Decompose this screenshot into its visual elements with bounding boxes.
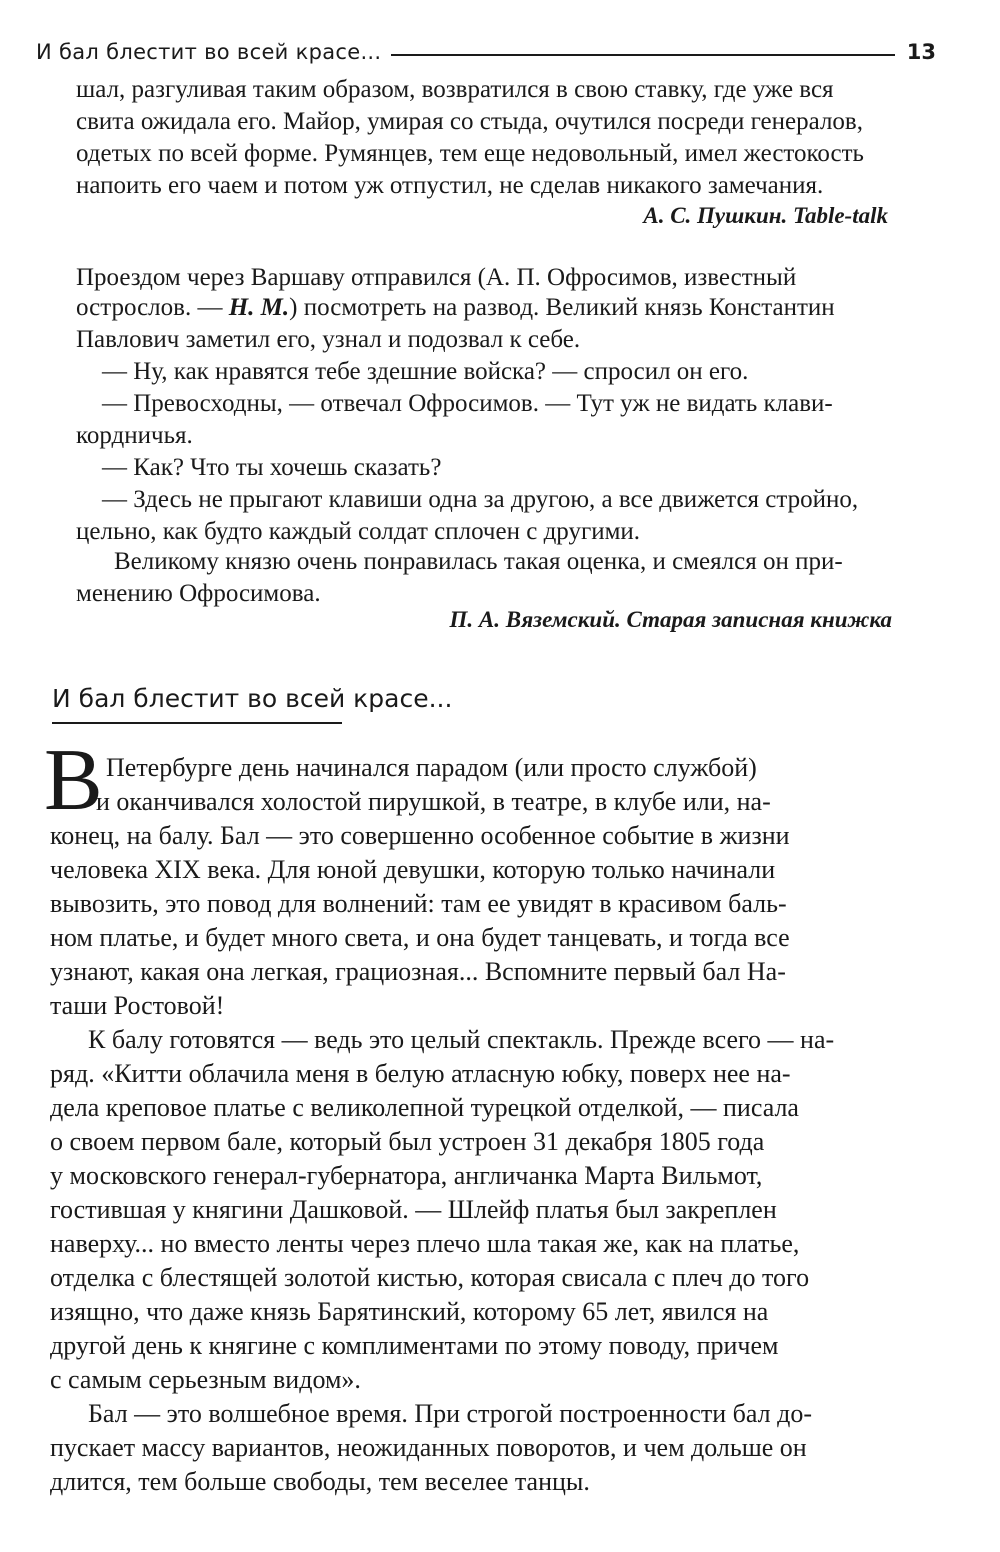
body-line: у московского генерал-губернатора, англичанка Марта Вильмот, <box>50 1161 763 1190</box>
body-line: дела креповое платье с великолепной турецкой отделкой, — писала <box>50 1093 799 1122</box>
body-line: гостившая у княгини Дашковой. — Шлейф платья был закреплен <box>50 1195 777 1224</box>
body-line: ряд. «Китти облачила меня в белую атласную юбку, поверх нее на- <box>50 1059 791 1088</box>
quote-text: ) посмотреть на развод. Великий князь Константин <box>289 294 835 321</box>
quote-line: Великому князю очень понравилась такая оценка, и смеялся он при- <box>114 548 843 575</box>
section-heading: И бал блестит во всей красе... <box>52 684 453 713</box>
header-rule <box>391 54 894 56</box>
attribution-pushkin: А. С. Пушкин. Table-talk <box>643 203 888 228</box>
body-line: пускает массу вариантов, неожиданных поворотов, и чем дольше он <box>50 1433 807 1462</box>
body-line: конец, на балу. Бал — это совершенно особенное событие в жизни <box>50 821 790 850</box>
dialogue-line: — Как? Что ты хочешь сказать? <box>102 454 442 481</box>
quote-line: менению Офросимова. <box>76 580 321 607</box>
quote-line: шал, разгуливая таким образом, возвратился в свою ставку, где уже вся <box>76 76 834 103</box>
section-rule <box>52 722 342 724</box>
quote-line: Проездом через Варшаву отправился (А. П. Офросимов, известный <box>76 264 797 291</box>
quote-text: острослов. — <box>76 294 229 321</box>
editor-note: Н. М. <box>228 294 290 321</box>
body-line: вывозить, это повод для волнений: там ее увидят в красивом баль- <box>50 889 787 918</box>
quote-line: свита ожидала его. Майор, умирая со стыда, очутился посреди генералов, <box>76 108 863 135</box>
body-line: Бал — это волшебное время. При строгой построенности бал до- <box>88 1399 813 1428</box>
dialogue-line: — Превосходны, — отвечал Офросимов. — Тут уж не видать клави- <box>102 390 833 417</box>
drop-cap: В <box>44 732 103 829</box>
body-line: Петербурге день начинался парадом (или просто службой) <box>106 753 757 782</box>
body-line: о своем первом бале, который был устроен 31 декабря 1805 года <box>50 1127 765 1156</box>
body-line: ном платье, и будет много света, и она будет танцевать, и тогда все <box>50 923 790 952</box>
body-line: изящно, что даже князь Барятинский, которому 65 лет, явился на <box>50 1297 769 1326</box>
body-line: и оканчивался холостой пирушкой, в театре, в клубе или, на- <box>96 787 771 816</box>
running-title: И бал блестит во всей красе... <box>36 40 382 64</box>
body-line: наверху... но вместо ленты через плечо шла такая же, как на платье, <box>50 1229 800 1258</box>
attribution-vyazemsky: П. А. Вяземский. Старая записная книжка <box>449 607 892 632</box>
body-line: с самым серьезным видом». <box>50 1365 361 1394</box>
quote-line: напоить его чаем и потом уж отпустил, не сделав никакого замечания. <box>76 172 824 199</box>
body-line: узнают, какая она легкая, грациозная... Вспомните первый бал На- <box>50 957 786 986</box>
quote-line <box>76 292 835 324</box>
dialogue-line: — Здесь не прыгают клавиши одна за другою, а все движется стройно, <box>102 486 859 513</box>
body-line: таши Ростовой! <box>50 991 225 1020</box>
quote-line: одетых по всей форме. Румянцев, тем еще недовольный, имел жестокость <box>76 140 864 167</box>
dialogue-line: — Ну, как нравятся тебе здешние войска? — спросил он его. <box>102 358 749 385</box>
dialogue-line: цельно, как будто каждый солдат сплочен с другими. <box>76 518 641 545</box>
body-line: длится, тем больше свободы, тем веселее танцы. <box>50 1467 590 1496</box>
quote-line: Павлович заметил его, узнал и подозвал к себе. <box>76 326 581 353</box>
body-line: другой день к княгине с комплиментами по этому поводу, причем <box>50 1331 779 1360</box>
running-header <box>36 30 936 64</box>
body-line: отделка с блестящей золотой кистью, которая свисала с плеч до того <box>50 1263 810 1292</box>
page-number: 13 <box>906 40 936 64</box>
body-line: К балу готовятся — ведь это целый спектакль. Прежде всего — на- <box>88 1025 835 1054</box>
body-line: человека XIX века. Для юной девушки, которую только начинали <box>50 855 776 884</box>
dialogue-line: кордничья. <box>76 422 193 449</box>
